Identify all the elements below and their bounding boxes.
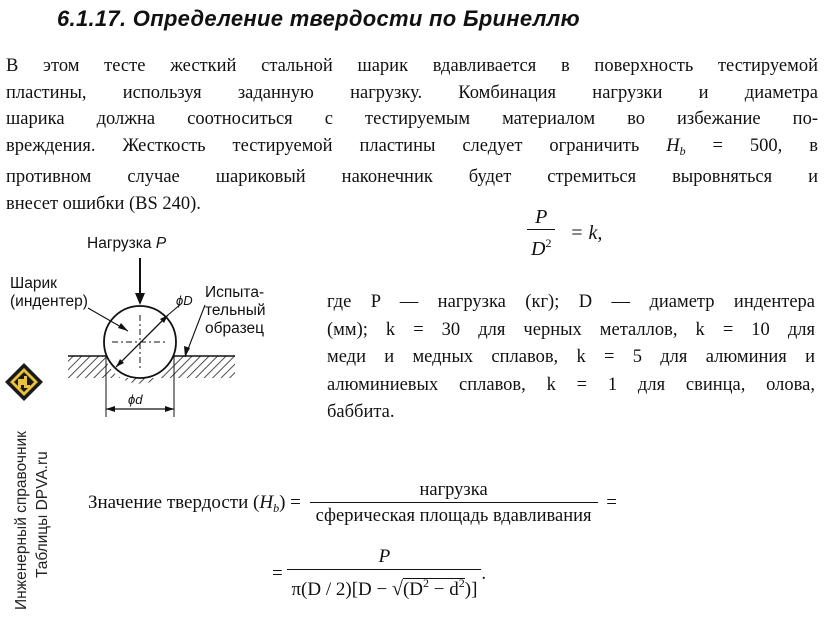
intro-line: В этом тесте жесткий стальной шарик вдавливается в поверхность тестируемой (6, 56, 818, 76)
hardness-numerator: нагрузка (310, 478, 598, 503)
watermark-line2: Таблицы DPVA.ru (34, 451, 51, 578)
section-heading: 6.1.17. Определение твердости по Бринеллю (57, 6, 580, 31)
where-line: где P — нагрузка (кг); D — диаметр индентера (327, 292, 815, 312)
hardness-equation (88, 478, 617, 529)
ratio-rhs: = k, (570, 222, 603, 244)
final-denominator: $\pi(D / 2)[D - √(D^2 - d^2)]$ (291, 576, 478, 600)
hardness-tail: = (606, 491, 617, 513)
hb-symbol: H (666, 135, 680, 156)
hardness-fraction (310, 478, 598, 529)
hardness-subscript: b (273, 500, 280, 515)
ratio-denominator: D (531, 238, 546, 260)
ball-label: Шарик (индентер) (10, 275, 88, 310)
where-line: баббита. (327, 402, 395, 422)
dpva-logo-icon (4, 362, 44, 402)
where-paragraph (327, 289, 815, 427)
final-tail: . (481, 563, 487, 584)
hardness-lhs-end: ) = (279, 491, 301, 513)
where-line: алюминиевых сплавов, k = 1 для свинца, олова, (327, 374, 815, 395)
intro-line: вреждения. Жесткость тестируемой пластины следует ограничить (6, 135, 640, 156)
ratio-den-exponent: 2 (545, 236, 552, 250)
specimen-label: Испыта- тельный образец (205, 284, 266, 337)
intro-line-hb (6, 133, 818, 165)
hardness-symbol: H (259, 491, 274, 513)
ratio-fraction (527, 205, 555, 262)
brinell-diagram (60, 233, 310, 423)
diameter-D-label: ϕD (176, 293, 193, 308)
intro-line: внесет ошибки (BS 240). (6, 193, 201, 214)
sqrt-icon: √ (391, 578, 403, 600)
hb-subscript: b (679, 143, 686, 158)
intro-line: противном случае шариковый наконечник будет стремиться выровняться и (6, 167, 818, 188)
hardness-denominator: сферическая площадь вдавливания (315, 506, 592, 526)
intro-line: шарика должна соотноситься с тестируемым материалом во избежание по- (6, 109, 818, 130)
hb-limit-value: = 500, в (685, 135, 818, 156)
where-line: меди и медных сплавов, k = 5 для алюминия и (327, 347, 815, 367)
intro-line: пластины, используя заданную нагрузку. Комбинация нагрузки и диаметра (6, 82, 818, 103)
diameter-d-label: ϕd (128, 392, 143, 407)
intro-paragraph (6, 53, 818, 218)
final-fraction (287, 545, 481, 603)
hardness-lhs: Значение твердости ( (88, 491, 260, 513)
final-equation (272, 545, 486, 603)
load-label: Нагрузка P (87, 235, 167, 252)
final-lead: = (272, 563, 283, 584)
ratio-numerator: P (527, 205, 555, 230)
where-line: (мм); k = 30 для черных металлов, k = 10 для (327, 319, 815, 340)
final-numerator: P (287, 545, 481, 570)
watermark-line1: Инженерный справочник (13, 431, 30, 610)
watermark-sidebar (0, 360, 70, 618)
